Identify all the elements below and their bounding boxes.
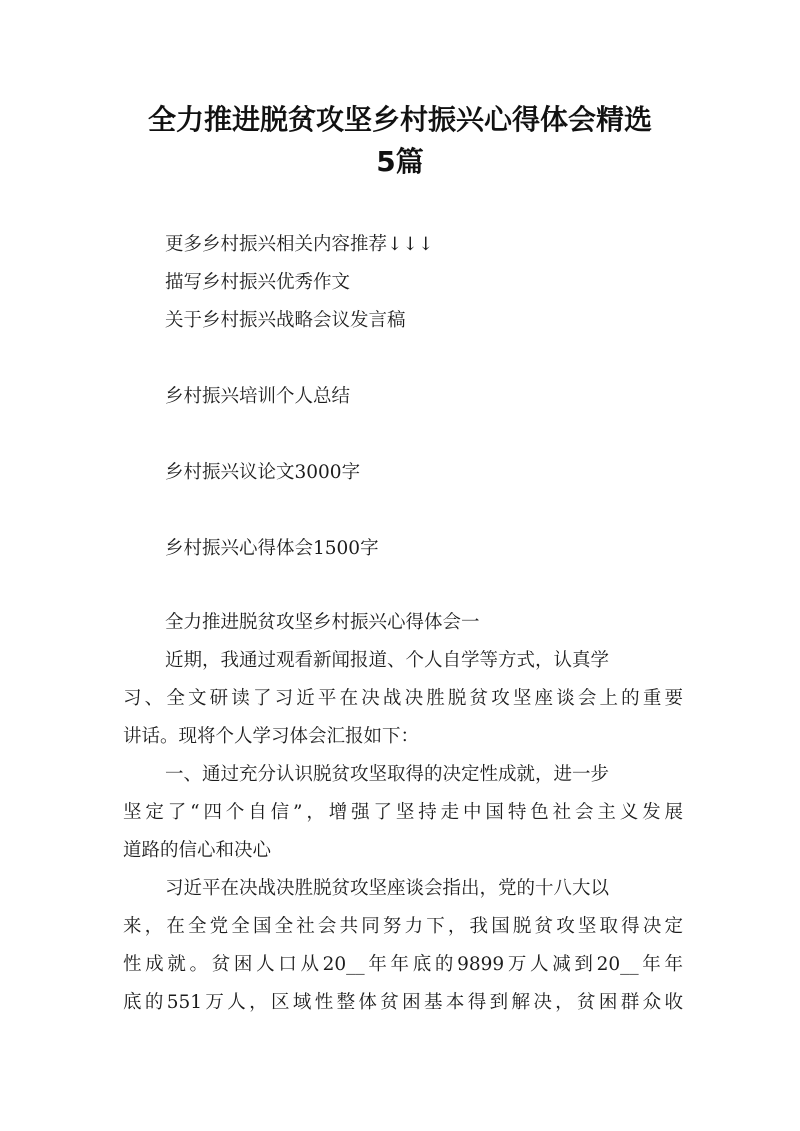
paragraph-line: 性成就。贫困人口从20__年年底的9899万人减到20__年年 xyxy=(123,954,683,975)
recommendation-link[interactable]: 关于乡村振兴战略会议发言稿 xyxy=(165,310,406,331)
paragraph-line: 坚定了“四个自信”，增强了坚持走中国特色社会主义发展 xyxy=(123,802,683,823)
article-heading: 全力推进脱贫攻坚乡村振兴心得体会一 xyxy=(165,612,480,633)
recommendation-link[interactable]: 乡村振兴培训个人总结 xyxy=(165,386,351,407)
paragraph-line: 一、通过充分认识脱贫攻坚取得的决定性成就，进一步 xyxy=(165,764,610,785)
recommendation-link[interactable]: 乡村振兴议论文3000字 xyxy=(165,462,361,483)
document-title-line-2: 5篇 xyxy=(376,145,424,178)
paragraph-line: 习近平在决战决胜脱贫攻坚座谈会指出，党的十八大以 xyxy=(165,878,610,899)
recommendation-header: 更多乡村振兴相关内容推荐↓↓↓ xyxy=(165,234,434,255)
paragraph-line: 近期，我通过观看新闻报道、个人自学等方式，认真学 xyxy=(165,650,610,671)
paragraph-line: 底的551万人，区域性整体贫困基本得到解决，贫困群众收 xyxy=(123,992,683,1013)
paragraph-line: 来，在全党全国全社会共同努力下，我国脱贫攻坚取得决定 xyxy=(123,916,683,937)
recommendation-link[interactable]: 乡村振兴心得体会1500字 xyxy=(165,538,379,559)
recommendation-link[interactable]: 描写乡村振兴优秀作文 xyxy=(165,272,351,293)
paragraph-line: 道路的信心和决心 xyxy=(123,840,272,861)
document-title-line-1: 全力推进脱贫攻坚乡村振兴心得体会精选 xyxy=(147,103,652,136)
paragraph-line: 习、全文研读了习近平在决战决胜脱贫攻坚座谈会上的重要 xyxy=(123,688,683,709)
paragraph-line: 讲话。现将个人学习体会汇报如下： xyxy=(123,726,420,747)
